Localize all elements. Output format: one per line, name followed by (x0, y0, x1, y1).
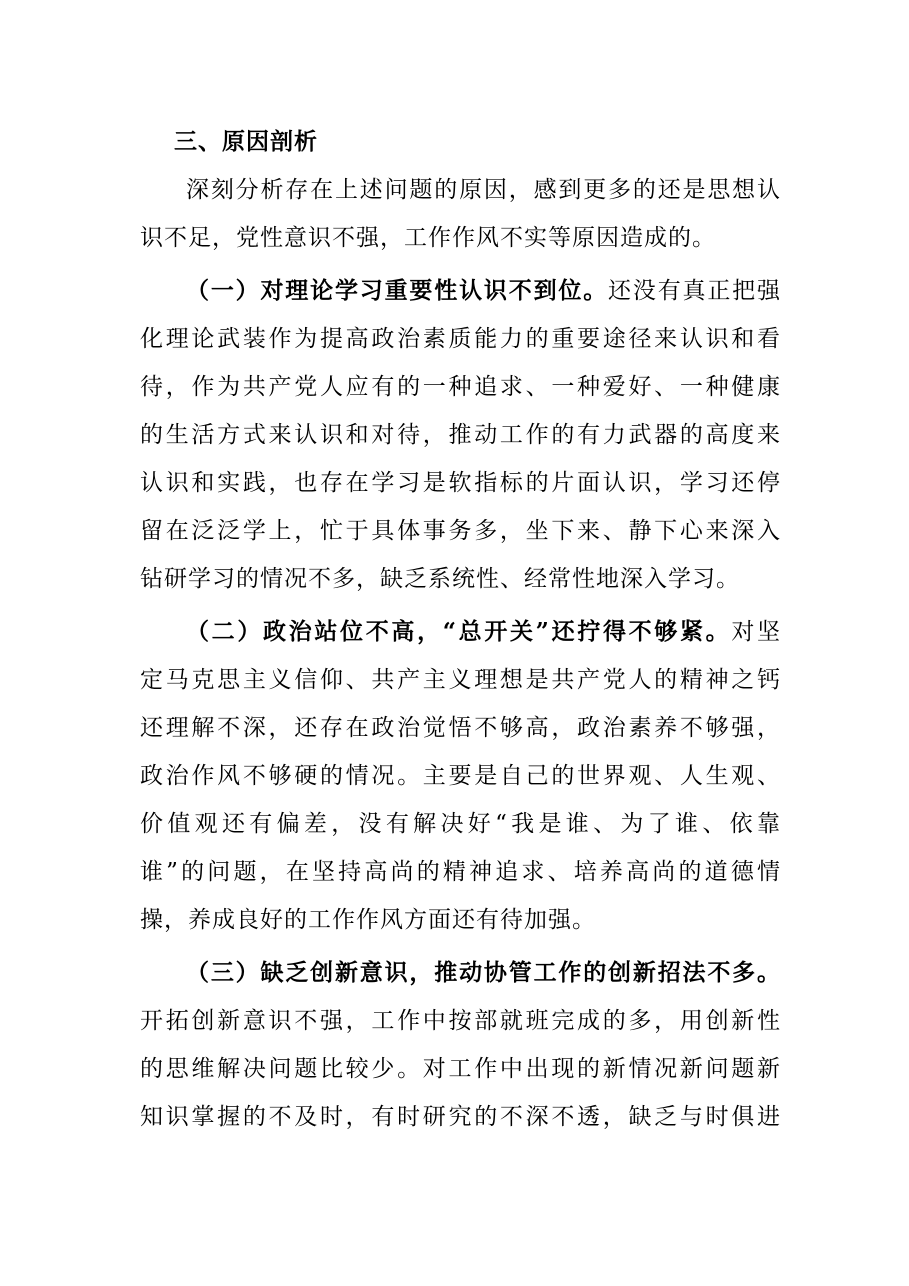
text-line: 操，养成良好的工作作风方面还有待加强。 (140, 907, 596, 933)
text-line: 深刻分析存在上述问题的原因，感到更多的还是思想认 (186, 177, 780, 203)
text-line (140, 267, 780, 315)
item-text: 还没有真正把强 (608, 278, 780, 304)
text-line: 知识掌握的不及时，有时研究的不深不透，缺乏与时俱进 (140, 1104, 780, 1130)
intro-paragraph (140, 166, 780, 262)
text-line: 化理论武装作为提高政治素质能力的重要途径来认识和看 (140, 326, 780, 352)
text-line: 认识和实践，也存在学习是软指标的片面认识，学习还停 (140, 470, 780, 496)
text-line: 识不足，党性意识不强，工作作风不实等原因造成的。 (140, 225, 716, 251)
paragraph-item-1 (140, 267, 780, 603)
text-line: 钻研学习的情况不多，缺乏系统性、经常性地深入学习。 (140, 566, 740, 592)
item-text: 对坚 (731, 619, 780, 645)
document-body (140, 118, 780, 1141)
text-line: 定马克思主义信仰、共产主义理想是共产党人的精神之钙 (140, 667, 780, 693)
text-line: 谁”的问题，在坚持高尚的精神追求、培养高尚的道德情 (140, 859, 780, 885)
paragraph-item-2 (140, 608, 780, 944)
text-line: 待，作为共产党人应有的一种追求、一种爱好、一种健康 (140, 374, 780, 400)
item-title: （二）政治站位不高，“总开关”还拧得不够紧。 (186, 618, 732, 645)
text-line: 价值观还有偏差，没有解决好“我是谁、为了谁、依靠 (140, 811, 780, 837)
text-line: 留在泛泛学上，忙于具体事务多，坐下来、静下心来深入 (140, 518, 780, 544)
text-line: 的思维解决问题比较少。对工作中出现的新情况新问题新 (140, 1056, 780, 1082)
paragraph-item-3 (140, 949, 780, 1141)
item-title: （一）对理论学习重要性认识不到位。 (186, 277, 609, 304)
section-heading: 三、原因剖析 (174, 128, 318, 155)
text-line: 政治作风不够硬的情况。主要是自己的世界观、人生观、 (140, 763, 780, 789)
text-line: 开拓创新意识不强，工作中按部就班完成的多，用创新性 (140, 1008, 780, 1034)
text-line (140, 608, 780, 656)
text-line: 还理解不深，还存在政治觉悟不够高，政治素养不够强， (140, 715, 780, 741)
text-line: 的生活方式来认识和对待，推动工作的有力武器的高度来 (140, 422, 780, 448)
item-title: （三）缺乏创新意识，推动协管工作的创新招法不多。 (186, 959, 780, 986)
